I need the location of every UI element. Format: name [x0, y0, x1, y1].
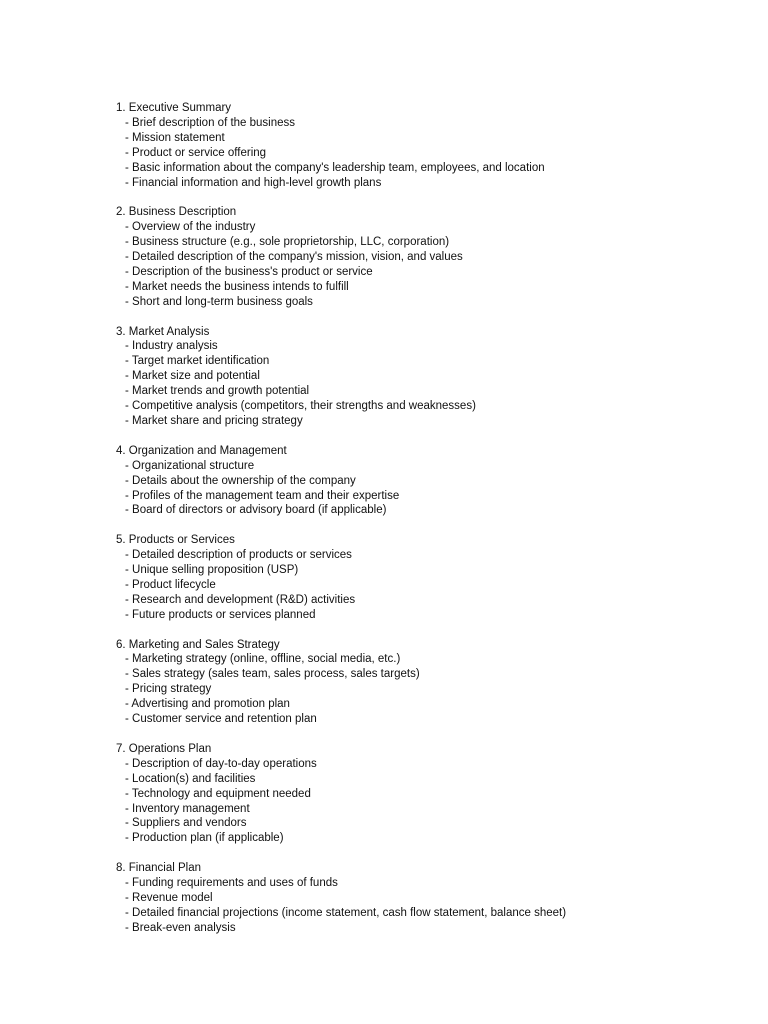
section-heading: 1. Executive Summary	[116, 102, 232, 114]
list-item: - Research and development (R&D) activities	[125, 593, 356, 606]
document-body	[116, 101, 736, 951]
section-marketing-sales	[116, 638, 736, 727]
list-item: - Unique selling proposition (USP)	[125, 564, 299, 577]
section-executive-summary	[116, 101, 736, 190]
list-item: - Market trends and growth potential	[125, 385, 310, 398]
list-item: - Details about the ownership of the company	[125, 474, 356, 487]
list-item: - Market needs the business intends to fulfill	[125, 280, 349, 293]
list-item: - Description of the business's product or service	[125, 265, 373, 278]
list-item: - Basic information about the company's leadership team, employees, and location	[125, 161, 545, 174]
section-products-services	[116, 533, 736, 622]
list-item: - Break-even analysis	[125, 921, 236, 934]
list-item: - Future products or services planned	[125, 608, 316, 621]
section-heading: 5. Products or Services	[116, 534, 235, 547]
section-business-description	[116, 205, 736, 309]
section-heading: 3. Market Analysis	[116, 325, 210, 338]
list-item: - Advertising and promotion plan	[125, 698, 290, 711]
section-heading: 2. Business Description	[116, 206, 237, 219]
list-item: - Detailed description of the company's mission, vision, and values	[125, 251, 463, 264]
list-item: - Detailed description of products or services	[125, 549, 352, 562]
section-organization-management	[116, 444, 736, 519]
list-item: - Profiles of the management team and their expertise	[125, 489, 400, 502]
list-item: - Product or service offering	[125, 146, 267, 159]
list-item: - Description of day-to-day operations	[125, 757, 317, 770]
list-item: - Board of directors or advisory board (if applicable)	[125, 504, 387, 517]
list-item: - Industry analysis	[125, 340, 218, 353]
list-item: - Revenue model	[125, 891, 213, 904]
list-item: - Pricing strategy	[125, 683, 212, 696]
list-item: - Product lifecycle	[125, 578, 216, 591]
list-item: - Competitive analysis (competitors, their strengths and weaknesses)	[125, 400, 476, 413]
list-item: - Sales strategy (sales team, sales process, sales targets)	[125, 668, 420, 681]
list-item: - Location(s) and facilities	[125, 772, 256, 785]
list-item: - Target market identification	[125, 355, 270, 368]
section-heading: 6. Marketing and Sales Strategy	[116, 638, 280, 651]
list-item: - Business structure (e.g., sole proprietorship, LLC, corporation)	[125, 236, 450, 249]
list-item: - Funding requirements and uses of funds	[125, 877, 338, 890]
list-item: - Detailed financial projections (income statement, cash flow statement, balance sheet)	[125, 906, 567, 919]
list-item: - Mission statement	[125, 131, 225, 144]
section-financial-plan	[116, 861, 736, 936]
section-heading: 8. Financial Plan	[116, 862, 202, 875]
list-item: - Overview of the industry	[125, 221, 256, 234]
list-item: - Short and long-term business goals	[125, 295, 313, 308]
list-item: - Financial information and high-level growth plans	[125, 176, 382, 189]
list-item: - Marketing strategy (online, offline, social media, etc.)	[125, 653, 401, 666]
list-item: - Technology and equipment needed	[125, 787, 311, 800]
list-item: - Inventory management	[125, 802, 250, 815]
section-market-analysis	[116, 325, 736, 429]
list-item: - Production plan (if applicable)	[125, 832, 284, 845]
list-item: - Market share and pricing strategy	[125, 415, 303, 427]
list-item: - Market size and potential	[125, 370, 260, 383]
list-item: - Brief description of the business	[125, 116, 296, 129]
list-item: - Customer service and retention plan	[125, 713, 317, 726]
section-heading: 7. Operations Plan	[116, 742, 212, 755]
section-heading: 4. Organization and Management	[116, 444, 287, 457]
section-operations-plan	[116, 742, 736, 846]
list-item: - Organizational structure	[125, 459, 255, 472]
list-item: - Suppliers and vendors	[125, 817, 247, 830]
